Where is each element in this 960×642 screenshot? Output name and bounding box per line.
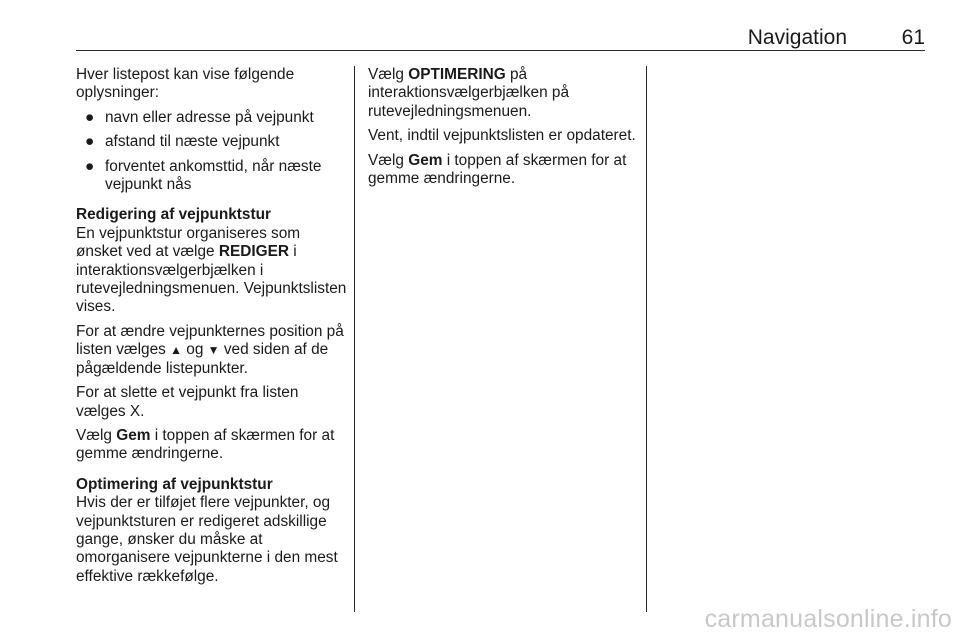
page-header — [76, 26, 925, 51]
bullet-icon: ● — [85, 108, 95, 126]
left-column — [76, 66, 348, 592]
optimizing-paragraph-2: Vælg OPTIMERING på interaktionsvælgerbjælken på rutevejledningsmenuen. — [368, 66, 570, 120]
editing-paragraph-1: En vejpunktstur organiseres som ønsket ved at vælge REDIGER i interaktionsvælgerbjælken i rutevejledningsmenuen. Vejpunktslisten vises. — [76, 224, 347, 316]
editing-paragraph-2: For at ændre vejpunkternes position på listen vælges ▲ og ▼ ved siden af de pågældende listepunkter. — [76, 322, 344, 377]
list-item: ● forventet ankomsttid, når næste vejpunkt nås — [85, 157, 322, 194]
list-item: ● afstand til næste vejpunkt — [85, 133, 280, 151]
optimizing-paragraph-3: Vent, indtil vejpunktslisten er opdateret. — [368, 127, 636, 145]
arrow-up-icon: ▲ — [170, 343, 182, 358]
arrow-down-icon: ▼ — [207, 343, 220, 358]
optimizing-heading: Optimering af vejpunktstur — [76, 475, 273, 493]
rediger-label: REDIGER — [218, 243, 289, 261]
gem-label: Gem — [116, 426, 151, 444]
editing-paragraph-3: For at slette et vejpunkt fra listen vælges X. — [76, 384, 299, 420]
optimizing-paragraph-4: Vælg Gem i toppen af skærmen for at gemme ændringerne. — [368, 151, 627, 188]
info-bullet-list — [76, 109, 348, 195]
list-intro: Hver listepost kan vise følgende oplysninger: — [76, 66, 295, 102]
section-title: Navigation — [747, 26, 847, 49]
delete-icon: X — [129, 402, 141, 420]
optimering-label: OPTIMERING — [408, 66, 506, 83]
list-item: ● navn eller adresse på vejpunkt — [85, 108, 314, 126]
bullet-icon: ● — [85, 133, 95, 151]
gem-label: Gem — [408, 151, 443, 169]
optimizing-paragraph-1: Hvis der er tilføjet flere vejpunkter, og vejpunktsturen er redigeret adskillige gange, ønsker du måske at omorganisere vejpunkterne i den mest effektive rækkefølge. — [76, 494, 338, 585]
right-column — [368, 66, 636, 194]
editing-paragraph-4: Vælg Gem i toppen af skærmen for at gemme ændringerne. — [76, 426, 335, 463]
editing-heading: Redigering af vejpunktstur — [76, 206, 271, 224]
page-number: 61 — [901, 26, 925, 49]
column-divider — [354, 66, 355, 612]
watermark: carmanualsonline.info — [704, 605, 952, 633]
column-divider — [646, 66, 647, 612]
bullet-icon: ● — [85, 157, 95, 175]
